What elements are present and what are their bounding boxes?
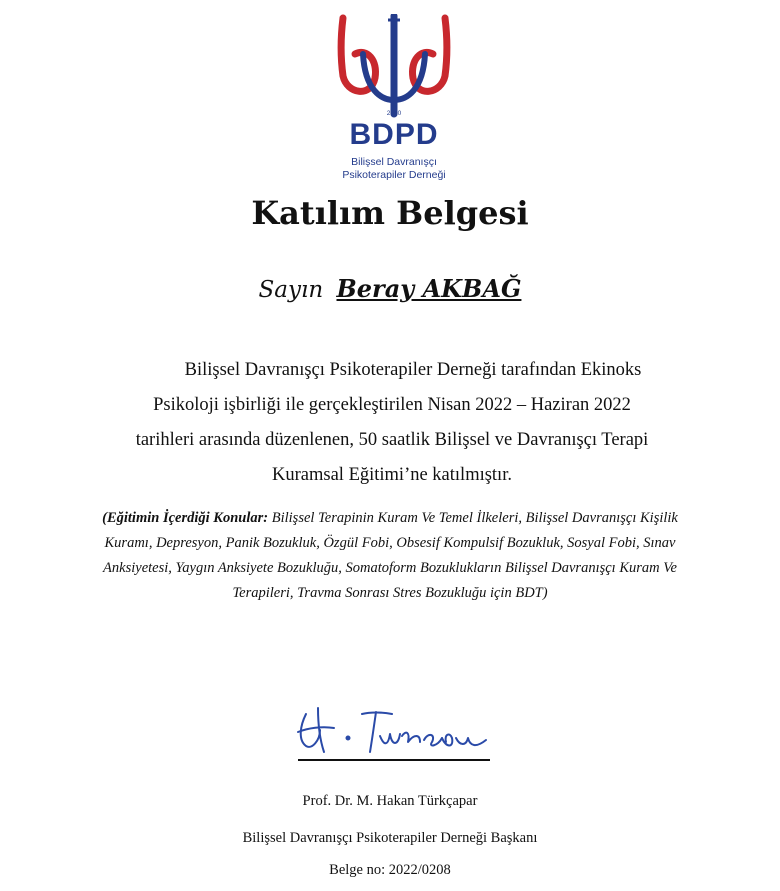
- handwritten-signature: [292, 700, 496, 758]
- training-topics: [98, 506, 682, 606]
- logo-abbreviation: BDPD: [349, 118, 439, 151]
- signatory-name: Prof. Dr. M. Hakan Türkçapar: [302, 793, 478, 809]
- body-line-3: tarihleri arasında düzenlenen, 50 saatlik Bilişsel ve Davranışçı Terapi: [135, 430, 649, 450]
- logo-name-line-2: Psikoterapiler Derneği: [342, 169, 446, 181]
- greeting: Sayın: [258, 277, 324, 303]
- document-number: Belge no: 2022/0208: [329, 862, 451, 878]
- svg-text:2010: 2010: [386, 110, 402, 117]
- body-line-4: Kuramsal Eğitimi’ne katılmıştır.: [272, 465, 512, 485]
- body-line-2: Psikoloji işbirliği ile gerçekleştirilen Nisan 2022 – Haziran 2022: [153, 395, 631, 415]
- logo-name-line-1: Bilişsel Davranışçı: [351, 156, 437, 168]
- psi-logo-mark-icon: [335, 14, 453, 118]
- signature-line: [298, 759, 490, 761]
- certificate-body: [100, 353, 684, 493]
- recipient-name: Beray AKBAĞ: [336, 274, 522, 303]
- topics-label: (Eğitimin İçerdiği Konular:: [102, 510, 269, 526]
- salutation: [0, 274, 780, 303]
- certificate-title: Katılım Belgesi: [251, 194, 529, 232]
- signatory-role: Bilişsel Davranışçı Psikoterapiler Derneği Başkanı: [242, 830, 538, 846]
- topics-list: Bilişsel Terapinin Kuram Ve Temel İlkeleri, Bilişsel Davranışçı Kişilik Kuramı, Depresyon, Panik Bozukluk, Özgül Fobi, Obsesif Kompulsif Bozukluk, Sosyal Fobi, Sınav Anksiyetesi, Yaygın Anksiyete Bozukluğu, Somatoform Bozuklukların Bilişsel Davranışçı Kuram Ve Terapileri, Travma Sonrası Stres Bozukluğu için BDT): [103, 510, 678, 601]
- bdpd-logo: [335, 14, 453, 184]
- body-line-1: Bilişsel Davranışçı Psikoterapiler Derneği tarafından Ekinoks: [184, 360, 642, 380]
